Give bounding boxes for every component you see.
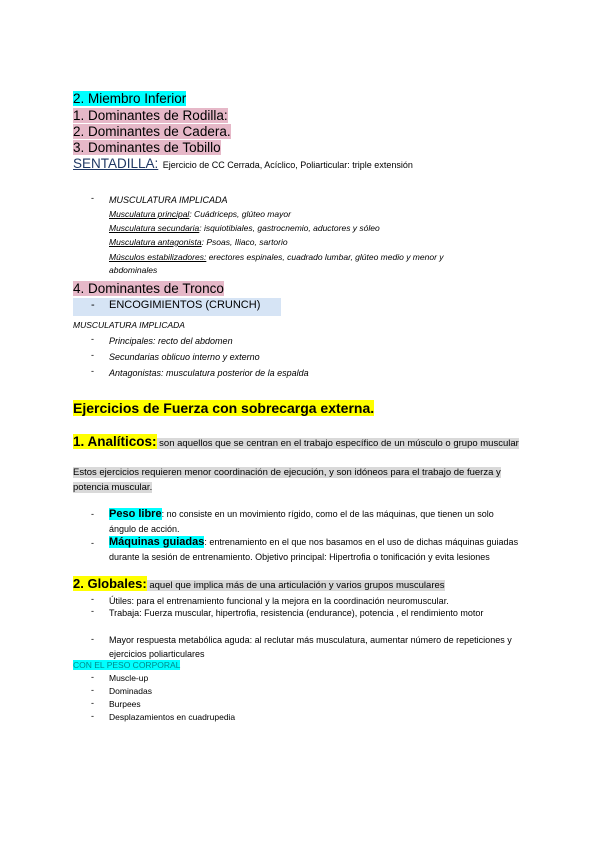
maquinas-label: Máquinas guiadas <box>109 536 205 548</box>
row-label: Músculos estabilizadores: <box>109 252 207 262</box>
row-text: : Psoas, Iliaco, sartorio <box>201 237 288 247</box>
list-item-cadera <box>73 124 231 140</box>
bullet-dash: - <box>91 634 94 644</box>
bullet-dash: - <box>91 672 94 682</box>
peso-corporal-title <box>73 659 180 671</box>
bullet-dash: - <box>91 711 94 721</box>
list-item: Antagonistas: musculatura posterior de la espalda <box>109 368 309 378</box>
sentadilla-label: SENTADILLA: <box>73 156 159 171</box>
list-item-text: 1. Dominantes de Rodilla: <box>73 108 228 123</box>
musculatura-row <box>109 236 288 249</box>
bullet-dash: - <box>91 606 94 616</box>
sentadilla-desc: Ejercicio de CC Cerrada, Acíclico, Poliarticular: triple extensión <box>162 160 413 170</box>
globales-label: 2. Globales: <box>73 576 147 591</box>
list-item: Desplazamientos en cuadrupedia <box>109 712 236 722</box>
row-label: Musculatura secundaria <box>109 223 200 233</box>
row-text: : Cuádriceps, glúteo mayor <box>189 209 291 219</box>
peso-libre-text: : no consiste en un movimiento rígido, como el de las máquinas, que tienen un solo ángulo de acción. <box>109 509 494 534</box>
sentadilla-line <box>73 155 413 173</box>
analiticos-body <box>73 465 535 495</box>
musculatura-title: MUSCULATURA IMPLICADA <box>73 320 185 330</box>
bullet-dash: - <box>91 698 94 708</box>
analiticos-body-text: Estos ejercicios requieren menor coordinación de ejecución, y son idóneos para el trabajo de fuerza y potencia muscular. <box>73 467 501 493</box>
crunch-label: ENCOGIMIENTOS (CRUNCH) <box>109 299 261 311</box>
row-label: Musculatura antagonista <box>109 237 202 247</box>
highlight: 4. Dominantes de Tronco <box>73 281 224 296</box>
bullet-dash: - <box>91 299 95 311</box>
highlight: 2. Miembro Inferior <box>73 91 187 106</box>
analiticos-text: son aquellos que se centran en el trabajo específico de un músculo o grupo muscular <box>156 438 519 449</box>
analiticos-para <box>73 434 531 452</box>
list-item: Útiles: para el entrenamiento funcional y la mejora en la coordinación neuromuscular. <box>109 596 449 606</box>
peso-libre-item <box>109 507 519 537</box>
musculatura-title: MUSCULATURA IMPLICADA <box>109 195 228 205</box>
list-item: Trabaja: Fuerza muscular, hipertrofia, resistencia (endurance), potencia , el rendimiento motor <box>109 608 484 618</box>
list-item: Dominadas <box>109 686 152 696</box>
bullet-dash: - <box>91 350 94 360</box>
maquinas-item <box>109 535 519 565</box>
section-title-fuerza <box>73 400 374 416</box>
list-item: Secundarias oblicuo interno y externo <box>109 352 260 362</box>
row-text: : isquiotibiales, gastrocnemio, aductores y sóleo <box>199 223 380 233</box>
list-item: Muscle-up <box>109 673 149 683</box>
list-item: Mayor respuesta metabólica aguda: al reclutar más musculatura, aumentar número de repeticiones y ejercicios poliarticulares <box>109 635 512 659</box>
section-title-miembro-inferior <box>73 91 186 107</box>
globales-text: aquel que implica más de una articulación y varios grupos musculares <box>146 580 445 591</box>
peso-libre-label: Peso libre <box>109 508 162 520</box>
bullet-dash: - <box>91 594 94 604</box>
musculatura-row <box>109 222 380 235</box>
bullet-dash: - <box>91 193 94 203</box>
list-item: Principales: recto del abdomen <box>109 336 233 346</box>
bullet-dash: - <box>91 538 94 548</box>
highlight: Ejercicios de Fuerza con sobrecarga externa. <box>73 400 375 416</box>
row-text: erectores espinales, cuadrado lumbar, glúteo medio y menor y abdominales <box>109 252 444 275</box>
bullet-dash: - <box>91 685 94 695</box>
musculatura-row <box>109 251 489 277</box>
list-item-rodilla <box>73 108 228 124</box>
musculatura-row <box>109 208 291 221</box>
list-item-tobillo <box>73 140 221 156</box>
analiticos-label: 1. Analíticos: <box>73 434 157 449</box>
highlight: CON EL PESO CORPORAL <box>73 660 181 670</box>
list-item-text: 3. Dominantes de Tobillo <box>73 140 221 155</box>
globales-line <box>73 576 445 594</box>
bullet-dash: - <box>91 334 94 344</box>
section-title-tronco <box>73 281 224 297</box>
list-item-text: 2. Dominantes de Cadera. <box>73 124 231 139</box>
bullet-dash: - <box>91 509 94 519</box>
maquinas-text: : entrenamiento en el que nos basamos en el uso de dichas máquinas guiadas durante la sesión de entrenamiento. Objetivo principal: Hipertrofia o tonificación y evita lesiones <box>109 537 519 562</box>
list-item: Burpees <box>109 699 141 709</box>
row-label: Musculatura principal <box>109 209 190 219</box>
crunch-bar <box>73 298 281 316</box>
bullet-dash: - <box>91 366 94 376</box>
